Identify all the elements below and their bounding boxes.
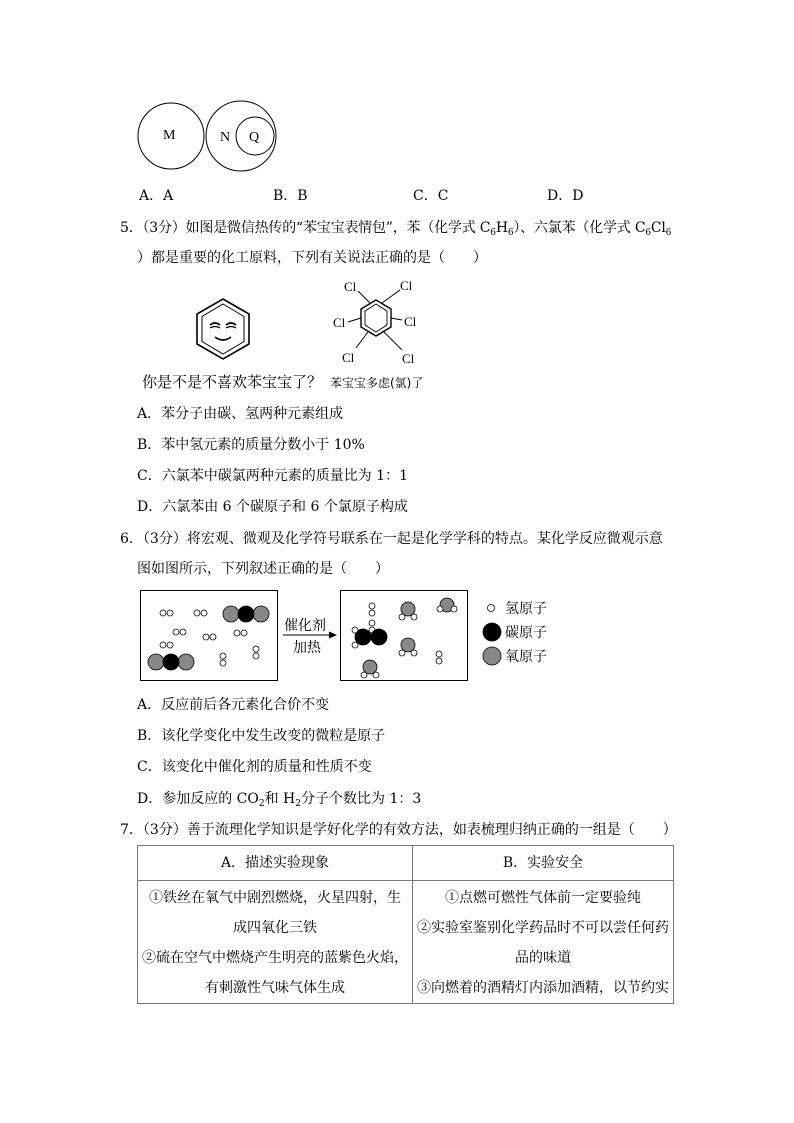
q5-caption-right: 苯宝宝多虑(氯)了 — [330, 376, 424, 390]
q5-option-c: C．六氯苯中碳氯两种元素的质量比为 1：1 — [137, 468, 408, 484]
q6-option-c: C．该变化中催化剂的质量和性质不变 — [137, 759, 372, 775]
cl-label-top-right: Cl — [400, 278, 413, 293]
q6-stem-line2: 图如图所示，下列叙述正确的是（ ） — [137, 561, 389, 577]
q7-table — [137, 845, 674, 1004]
q5-option-d: D．六氯苯由 6 个碳原子和 6 个氯原子构成 — [137, 499, 408, 515]
legend-oxygen-label: 氧原子 — [505, 650, 547, 665]
cl-label-bottom-left: Cl — [342, 350, 355, 365]
bond-r — [391, 318, 402, 320]
cl-label-right: Cl — [404, 314, 417, 329]
emoji-left-eye-lower — [210, 327, 220, 329]
venn-label-m: M — [163, 128, 176, 143]
bond-tr — [382, 290, 400, 303]
q7-b-line-3: 品的味道 — [515, 950, 571, 966]
q5-option-a: A．苯分子由碳、氢两种元素组成 — [137, 406, 344, 422]
catalyst-label: 催化剂 — [284, 619, 326, 634]
c6-inner-ring — [365, 304, 387, 332]
q4-option-d: D．D — [547, 188, 584, 204]
product-molecules — [352, 598, 457, 678]
bond-br — [384, 332, 402, 350]
legend-oxygen-marker — [483, 647, 501, 665]
q7-b-line-2: ②实验室鉴别化学药品时不可以尝任何药 — [417, 920, 669, 936]
q7-col-a-header: A．描述实验现象 — [138, 846, 413, 881]
benzene-ring — [197, 299, 249, 359]
q7-a-line-3: ②硫在空气中燃烧产生明亮的蓝紫色火焰， — [142, 950, 408, 966]
cl-label-bottom-right: Cl — [402, 351, 415, 366]
benzene-inner-ring — [202, 304, 244, 354]
bond-l — [348, 318, 361, 322]
q7-table-body-row — [138, 881, 674, 1004]
q7-table-header-row — [138, 846, 674, 881]
emoji-left-eye — [210, 323, 220, 325]
legend-carbon-label: 碳原子 — [505, 626, 547, 641]
q4-option-c: C．C — [413, 188, 449, 204]
legend — [483, 605, 501, 666]
q6-option-b: B．该化学变化中发生改变的微粒是原子 — [137, 728, 386, 744]
legend-carbon-marker — [483, 623, 501, 641]
reaction-arrow-head — [329, 632, 337, 639]
q7-a-line-1: ①铁丝在氧气中剧烈燃烧，火星四射，生 — [149, 890, 401, 906]
q7-col-b-cell — [413, 881, 674, 1004]
q5-stem-line1: 5．（3分）如图是微信热传的“苯宝宝表情包”，苯（化学式 $C_6H_6$）、六氯苯（化学式 $C_6Cl_6$ — [120, 220, 672, 238]
venn-label-n: N — [220, 130, 231, 145]
q4-option-b: B．B — [273, 188, 308, 204]
reactant-molecules — [148, 606, 269, 670]
q5-stem-line2: ）都是重要的化工原料，下列有关说法正确的是（ ） — [137, 250, 487, 266]
emoji-right-eye — [226, 323, 236, 325]
q7-col-a-cell — [138, 881, 413, 1004]
emoji-right-eye-lower — [226, 327, 236, 329]
legend-hydrogen-marker — [488, 605, 495, 612]
q7-b-line-1: ①点燃可燃性气体前一定要验纯 — [445, 890, 641, 906]
emoji-mouth — [215, 337, 231, 340]
q7-stem: 7．（3分）善于流理化学知识是学好化学的有效方法，如表梳理归纳正确的一组是（ ） — [120, 822, 677, 838]
c6-ring — [361, 300, 391, 336]
venn-label-q: Q — [249, 130, 260, 145]
q6-option-d: D．参加反应的 $CO_2$和 $H_2$分子个数比为 1：3 — [137, 791, 422, 809]
q5-caption-left: 你是不是不喜欢苯宝宝了？ — [142, 373, 323, 391]
hexachlorobenzene-figure — [330, 276, 425, 370]
heat-label: 加热 — [293, 641, 321, 656]
cl-label-left: Cl — [333, 315, 346, 330]
venn-diagram — [130, 96, 290, 176]
q5-option-b: B．苯中氢元素的质量分数小于 10% — [137, 437, 365, 453]
q7-b-line-4: ③向燃着的酒精灯内添加酒精，以节约实 — [417, 980, 669, 996]
bond-tl — [358, 291, 370, 303]
q7-col-b-header: B．实验安全 — [413, 846, 674, 881]
q7-a-line-2: 成四氧化三铁 — [233, 920, 317, 936]
q6-stem-line1: 6．（3分）将宏观、微观及化学符号联系在一起是化学学科的特点。某化学反应微观示意 — [120, 531, 663, 547]
q7-a-line-4: 有刺激性气味气体生成 — [205, 980, 345, 996]
q4-option-a: A．A — [139, 188, 174, 204]
benzene-emoji-figure — [190, 296, 256, 362]
legend-hydrogen-label: 氢原子 — [505, 602, 547, 617]
q6-option-a: A．反应前后各元素化合价不变 — [137, 697, 330, 713]
cl-label-top-left: Cl — [344, 279, 357, 294]
venn-circle-n — [206, 101, 276, 171]
reaction-diagram — [140, 590, 560, 684]
bond-bl — [356, 332, 368, 348]
